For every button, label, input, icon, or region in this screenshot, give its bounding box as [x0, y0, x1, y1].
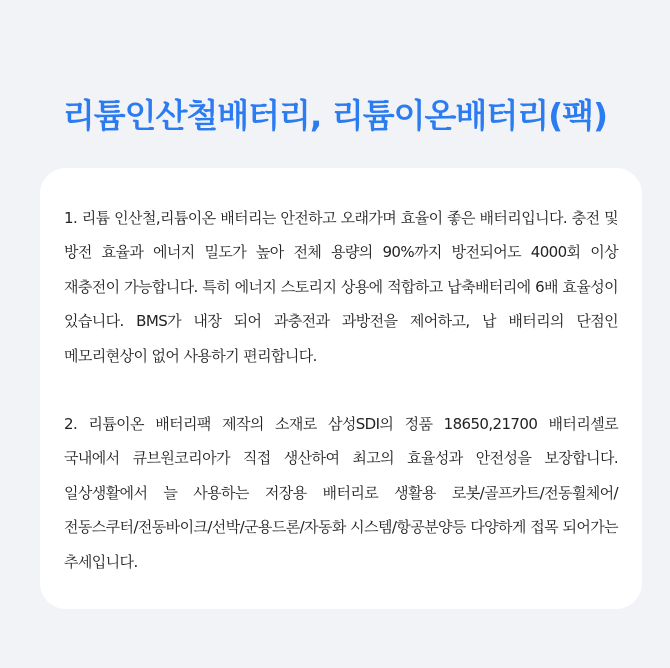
paragraph-lifepo4-intro: 1. 리튬 인산철,리튬이온 배터리는 안전하고 오래가며 효율이 좋은 배터리입니다. 충전 및 방전 효율과 에너지 밀도가 높아 전체 용량의 90%까지 방전되어도 4000회 이상 재충전이 가능합니다. 특히 에너지 스토리지 상용에 적합하고 납축배터리에 6배 효율성이 있습니다. BMS가 내장 되어 과충전과 과방전을 제어하고, 납 배터리의 단점인 메모리현상이 없어 사용하기 편리합니다. [64, 209, 618, 365]
content-card [40, 168, 642, 609]
paragraph-li-ion-pack: 2. 리튬이온 배터리팩 제작의 소재로 삼성SDI의 정품 18650,21700 배터리셀로 국내에서 큐브원코리아가 직접 생산하여 최고의 효율성과 안전성을 보장합니다. 일상생활에서 늘 사용하는 저장용 배터리로 생활용 로봇/골프카트/전동휠체어/전동스쿠터/전동바이크/선박/군용드론/자동화 시스템/항공분양등 다양하게 접목 되어가는 추세입니다. [64, 415, 618, 571]
page-title: 리튬인산철배터리, 리튬이온배터리(팩) [62, 96, 608, 135]
